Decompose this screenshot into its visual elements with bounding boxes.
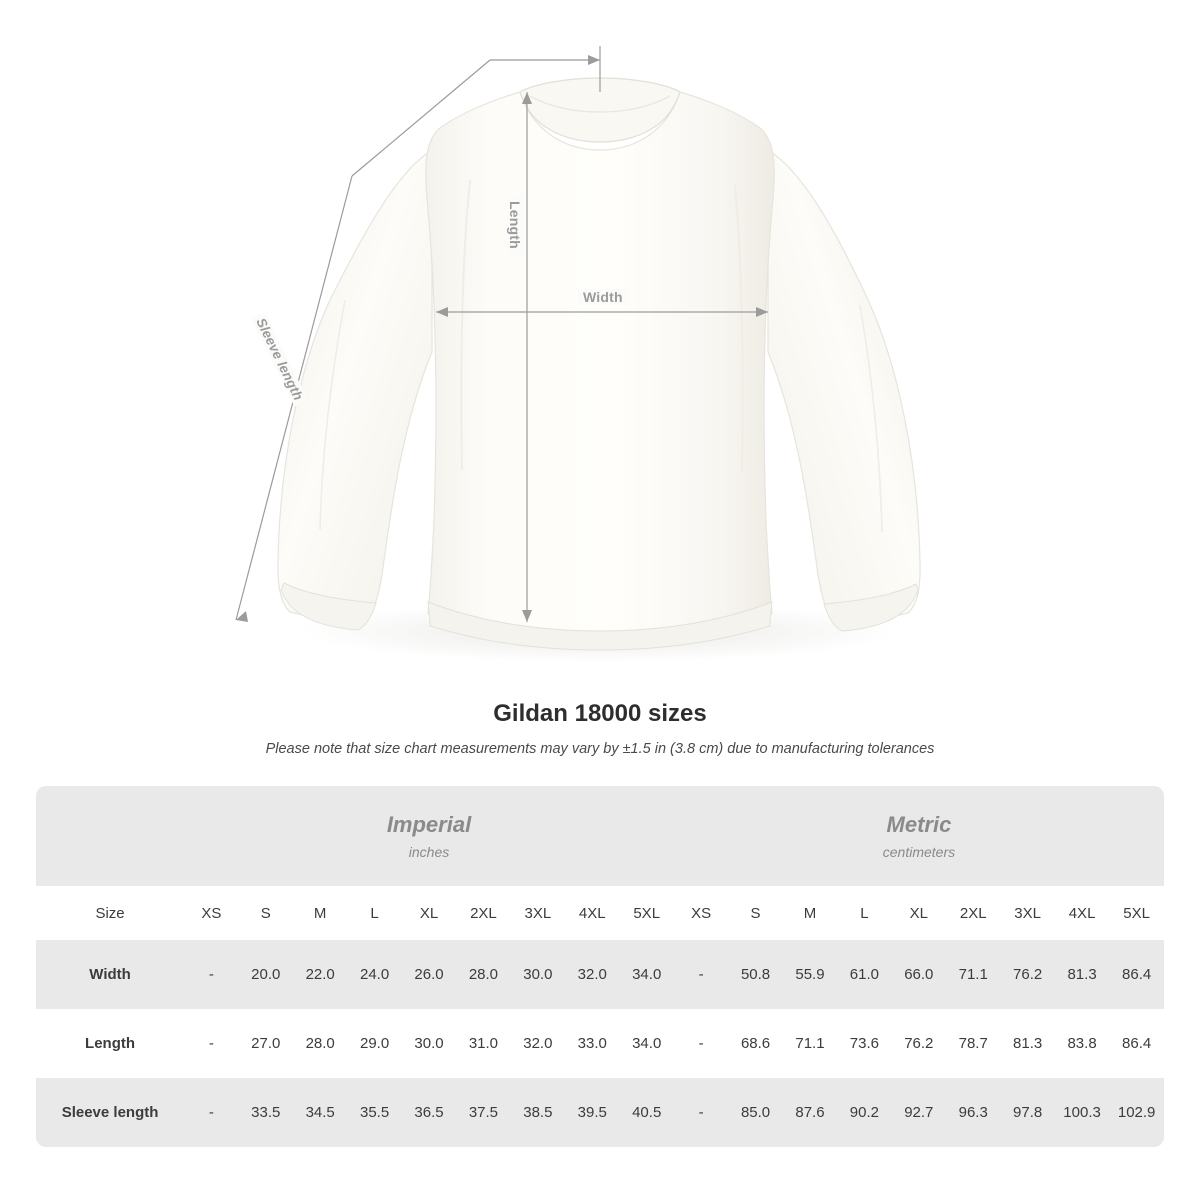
size-col-imperial-2xl: 2XL: [456, 886, 510, 940]
table-row: [36, 1009, 1164, 1078]
size-col-imperial-l: L: [347, 886, 401, 940]
cell-width-imperial-l: 24.0: [347, 940, 401, 1009]
cell-length-imperial-s: 27.0: [239, 1009, 293, 1078]
cell-length-metric-s: 68.6: [728, 1009, 782, 1078]
size-header-row: [36, 886, 1164, 940]
unit-imperial-name: Imperial: [386, 811, 472, 837]
size-col-imperial-xl: XL: [402, 886, 456, 940]
cell-sleeve-metric-5xl: 102.9: [1109, 1078, 1164, 1147]
cell-width-imperial-xl: 26.0: [402, 940, 456, 1009]
cell-width-imperial-5xl: 34.0: [619, 940, 673, 1009]
size-col-imperial-4xl: 4XL: [565, 886, 619, 940]
width-dimension-label: Width: [578, 289, 628, 305]
size-col-imperial-5xl: 5XL: [619, 886, 673, 940]
size-col-metric-5xl: 5XL: [1109, 886, 1164, 940]
cell-width-metric-s: 50.8: [728, 940, 782, 1009]
unit-header-row: [36, 786, 1164, 886]
cell-length-imperial-5xl: 34.0: [619, 1009, 673, 1078]
table-row: [36, 1078, 1164, 1147]
cell-width-metric-3xl: 76.2: [1000, 940, 1054, 1009]
unit-metric-name: Metric: [886, 811, 952, 837]
row-label-sleeve-length: Sleeve length: [36, 1078, 184, 1147]
cell-width-metric-2xl: 71.1: [946, 940, 1000, 1009]
length-dimension-label: Length: [507, 196, 523, 254]
cell-sleeve-metric-2xl: 96.3: [946, 1078, 1000, 1147]
cell-length-imperial-xs: -: [184, 1009, 238, 1078]
cell-length-imperial-m: 28.0: [293, 1009, 347, 1078]
size-col-imperial-s: S: [239, 886, 293, 940]
size-col-imperial-m: M: [293, 886, 347, 940]
size-table-container: [36, 786, 1164, 1147]
cell-length-metric-4xl: 83.8: [1055, 1009, 1109, 1078]
unit-metric-sub: centimeters: [882, 844, 956, 861]
cell-width-metric-m: 55.9: [783, 940, 837, 1009]
cell-width-imperial-3xl: 30.0: [511, 940, 565, 1009]
cell-sleeve-metric-m: 87.6: [783, 1078, 837, 1147]
unit-imperial-cell: [184, 786, 674, 886]
cell-length-imperial-2xl: 31.0: [456, 1009, 510, 1078]
size-col-metric-xs: XS: [674, 886, 728, 940]
page-title: Gildan 18000 sizes: [493, 700, 707, 727]
tolerance-note: Please note that size chart measurements may vary by ±1.5 in (3.8 cm) due to manufacturing tolerances: [265, 741, 935, 757]
cell-length-metric-m: 71.1: [783, 1009, 837, 1078]
size-col-imperial-3xl: 3XL: [511, 886, 565, 940]
cell-sleeve-imperial-l: 35.5: [347, 1078, 401, 1147]
cell-sleeve-imperial-5xl: 40.5: [619, 1078, 673, 1147]
cell-length-imperial-l: 29.0: [347, 1009, 401, 1078]
cell-length-imperial-3xl: 32.0: [511, 1009, 565, 1078]
cell-width-metric-xs: -: [674, 940, 728, 1009]
cell-length-imperial-4xl: 33.0: [565, 1009, 619, 1078]
unit-imperial-sub: inches: [408, 844, 450, 861]
cell-width-metric-xl: 66.0: [892, 940, 946, 1009]
cell-width-metric-l: 61.0: [837, 940, 891, 1009]
cell-length-metric-5xl: 86.4: [1109, 1009, 1164, 1078]
size-table: [36, 786, 1164, 1147]
cell-sleeve-imperial-3xl: 38.5: [511, 1078, 565, 1147]
size-col-metric-s: S: [728, 886, 782, 940]
cell-sleeve-imperial-m: 34.5: [293, 1078, 347, 1147]
row-label-width: Width: [36, 940, 184, 1009]
cell-length-imperial-xl: 30.0: [402, 1009, 456, 1078]
cell-length-metric-l: 73.6: [837, 1009, 891, 1078]
cell-length-metric-xl: 76.2: [892, 1009, 946, 1078]
cell-sleeve-imperial-2xl: 37.5: [456, 1078, 510, 1147]
cell-sleeve-imperial-xl: 36.5: [402, 1078, 456, 1147]
cell-sleeve-metric-s: 85.0: [728, 1078, 782, 1147]
size-col-metric-m: M: [783, 886, 837, 940]
size-col-metric-4xl: 4XL: [1055, 886, 1109, 940]
size-header-label: Size: [36, 886, 184, 940]
cell-sleeve-metric-3xl: 97.8: [1000, 1078, 1054, 1147]
size-col-metric-xl: XL: [892, 886, 946, 940]
size-col-metric-3xl: 3XL: [1000, 886, 1054, 940]
title-block: [0, 700, 1200, 757]
cell-sleeve-metric-4xl: 100.3: [1055, 1078, 1109, 1147]
cell-width-imperial-m: 22.0: [293, 940, 347, 1009]
size-col-metric-l: L: [837, 886, 891, 940]
cell-sleeve-imperial-xs: -: [184, 1078, 238, 1147]
cell-sleeve-metric-l: 90.2: [837, 1078, 891, 1147]
table-row: [36, 940, 1164, 1009]
cell-width-metric-4xl: 81.3: [1055, 940, 1109, 1009]
cell-sleeve-metric-xl: 92.7: [892, 1078, 946, 1147]
cell-width-imperial-2xl: 28.0: [456, 940, 510, 1009]
cell-sleeve-imperial-4xl: 39.5: [565, 1078, 619, 1147]
cell-length-metric-2xl: 78.7: [946, 1009, 1000, 1078]
size-col-metric-2xl: 2XL: [946, 886, 1000, 940]
unit-metric-cell: [674, 786, 1164, 886]
row-label-length: Length: [36, 1009, 184, 1078]
cell-width-imperial-4xl: 32.0: [565, 940, 619, 1009]
cell-width-imperial-s: 20.0: [239, 940, 293, 1009]
cell-sleeve-imperial-s: 33.5: [239, 1078, 293, 1147]
sleeve-length-dimension-label: Sleeve length: [252, 312, 308, 406]
cell-length-metric-xs: -: [674, 1009, 728, 1078]
size-col-imperial-xs: XS: [184, 886, 238, 940]
unit-spacer-cell: [36, 786, 184, 886]
cell-width-imperial-xs: -: [184, 940, 238, 1009]
cell-sleeve-metric-xs: -: [674, 1078, 728, 1147]
cell-length-metric-3xl: 81.3: [1000, 1009, 1054, 1078]
cell-width-metric-5xl: 86.4: [1109, 940, 1164, 1009]
